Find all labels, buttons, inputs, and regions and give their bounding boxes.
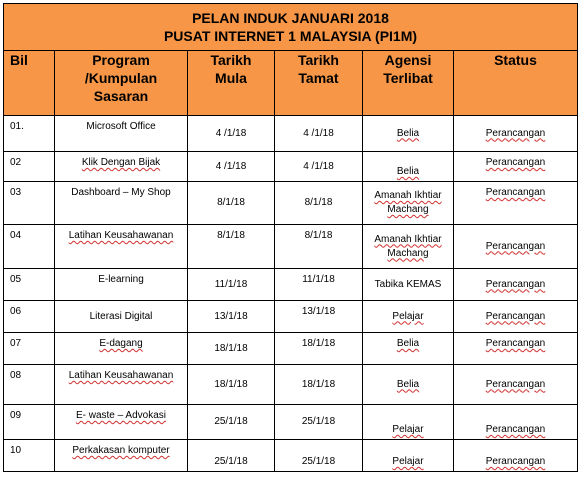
cell-status: [454, 116, 578, 152]
cell-bil: 01.: [4, 116, 55, 152]
cell-status: [454, 301, 578, 333]
cell-program: [55, 365, 188, 405]
cell-bil: 05: [4, 269, 55, 301]
table-row: [4, 440, 578, 472]
header-program: [55, 51, 188, 116]
header-status: [454, 51, 578, 116]
header-agensi: [363, 51, 454, 116]
cell-tarikh-tamat: 25/1/18: [275, 440, 363, 472]
program-text: Klik Dengan Bijak: [81, 157, 161, 168]
agensi-text: Belia: [396, 127, 420, 139]
table-row: [4, 225, 578, 269]
program-text: Latihan Keusahawanan: [68, 370, 174, 381]
header-agensi-line-1: Agensi: [384, 52, 432, 68]
cell-status: [454, 365, 578, 405]
status-text: Perancangan: [485, 187, 546, 198]
cell-agensi: [363, 225, 454, 269]
cell-bil: 06: [4, 301, 55, 333]
program-text: E- waste – Advokasi: [75, 410, 167, 421]
header-bil-label: Bil: [10, 52, 28, 68]
status-text: Perancangan: [485, 456, 546, 467]
table-row: [4, 365, 578, 405]
cell-program: [55, 405, 188, 440]
cell-agensi: [363, 365, 454, 405]
status-text: Perancangan: [485, 157, 546, 168]
agensi-text: Belia: [396, 166, 420, 177]
cell-agensi: [363, 333, 454, 365]
status-text: Perancangan: [485, 310, 546, 322]
table-row: [4, 269, 578, 301]
cell-program: Literasi Digital: [55, 301, 188, 333]
cell-agensi: [363, 182, 454, 225]
agensi-text: Pelajar: [392, 424, 424, 435]
cell-agensi: [363, 301, 454, 333]
master-plan-table: [3, 3, 578, 472]
header-program-line-1: Program: [92, 52, 150, 68]
cell-tarikh-mula: 25/1/18: [188, 440, 275, 472]
cell-tarikh-mula: 13/1/18: [188, 301, 275, 333]
table-row: [4, 301, 578, 333]
agensi-text: Pelajar: [392, 310, 424, 322]
status-text: Perancangan: [485, 278, 546, 290]
header-tarikh-mula: [188, 51, 275, 116]
cell-tarikh-tamat: 25/1/18: [275, 405, 363, 440]
header-program-line-3: Sasaran: [93, 88, 149, 104]
table-title: [4, 4, 578, 51]
cell-tarikh-tamat: 18/1/18: [275, 333, 363, 365]
header-row: [4, 51, 578, 116]
cell-tarikh-mula: 8/1/18: [188, 225, 275, 269]
cell-agensi: [363, 440, 454, 472]
agensi-text: Pelajar: [392, 456, 424, 467]
header-program-line-2: /Kumpulan: [84, 70, 158, 86]
table-row: [4, 182, 578, 225]
cell-agensi: Tabika KEMAS: [363, 269, 454, 301]
cell-status: [454, 225, 578, 269]
cell-tarikh-tamat: 4 /1/18: [275, 152, 363, 182]
status-text: Perancangan: [485, 424, 546, 435]
status-text: Perancangan: [485, 240, 546, 252]
cell-tarikh-mula: 4 /1/18: [188, 152, 275, 182]
title-line-1: PELAN INDUK JANUARI 2018: [192, 10, 389, 26]
cell-bil: 08: [4, 365, 55, 405]
header-mula-line-2: Mula: [215, 70, 247, 86]
header-tamat-line-2: Tamat: [298, 70, 339, 86]
header-status-label: Status: [494, 52, 537, 68]
cell-tarikh-tamat: 8/1/18: [275, 182, 363, 225]
program-text: Latihan Keusahawanan: [68, 230, 174, 241]
cell-status: [454, 333, 578, 365]
header-tamat-line-1: Tarikh: [298, 52, 339, 68]
cell-program: Microsoft Office: [55, 116, 188, 152]
cell-status: [454, 182, 578, 225]
cell-tarikh-mula: 11/1/18: [188, 269, 275, 301]
cell-program: [55, 333, 188, 365]
cell-tarikh-tamat: 11/1/18: [275, 269, 363, 301]
cell-tarikh-tamat: 18/1/18: [275, 365, 363, 405]
header-mula-line-1: Tarikh: [210, 52, 252, 68]
header-agensi-line-2: Terlibat: [383, 70, 433, 86]
status-text: Perancangan: [485, 127, 546, 139]
table-row: [4, 333, 578, 365]
agensi-text: Belia: [396, 338, 420, 349]
cell-program: E-learning: [55, 269, 188, 301]
cell-tarikh-mula: 4 /1/18: [188, 116, 275, 152]
cell-program: [55, 225, 188, 269]
program-text: Perkakasan komputer: [72, 445, 170, 456]
cell-bil: 03: [4, 182, 55, 225]
cell-status: [454, 440, 578, 472]
cell-tarikh-tamat: 8/1/18: [275, 225, 363, 269]
cell-program: [55, 152, 188, 182]
agensi-text: Belia: [396, 378, 420, 390]
agensi-text-line-2: Machang: [387, 204, 429, 215]
cell-tarikh-mula: 18/1/18: [188, 365, 275, 405]
cell-bil: 09: [4, 405, 55, 440]
status-text: Perancangan: [485, 378, 546, 390]
cell-status: [454, 152, 578, 182]
program-text: E-dagang: [99, 338, 143, 349]
cell-tarikh-mula: 8/1/18: [188, 182, 275, 225]
cell-program: [55, 440, 188, 472]
status-text: Perancangan: [485, 338, 546, 349]
agensi-text-line-1: Amanah Ikhtiar: [374, 233, 442, 245]
cell-bil: 04: [4, 225, 55, 269]
cell-bil: 02: [4, 152, 55, 182]
header-bil: [4, 51, 55, 116]
cell-status: [454, 269, 578, 301]
agensi-text-line-1: Amanah Ikhtiar: [374, 190, 442, 201]
cell-tarikh-tamat: 13/1/18: [275, 301, 363, 333]
table-row: [4, 405, 578, 440]
cell-tarikh-mula: 18/1/18: [188, 333, 275, 365]
cell-agensi: [363, 405, 454, 440]
cell-program: Dashboard – My Shop: [55, 182, 188, 225]
cell-bil: 10: [4, 440, 55, 472]
header-tarikh-tamat: [275, 51, 363, 116]
cell-bil: 07: [4, 333, 55, 365]
title-line-2: PUSAT INTERNET 1 MALAYSIA (PI1M): [163, 28, 418, 44]
cell-tarikh-tamat: 4 /1/18: [275, 116, 363, 152]
table-row: [4, 116, 578, 152]
cell-agensi: [363, 116, 454, 152]
cell-status: [454, 405, 578, 440]
table-row: [4, 152, 578, 182]
cell-tarikh-mula: 25/1/18: [188, 405, 275, 440]
cell-agensi: [363, 152, 454, 182]
agensi-text-line-2: Machang: [387, 247, 429, 259]
